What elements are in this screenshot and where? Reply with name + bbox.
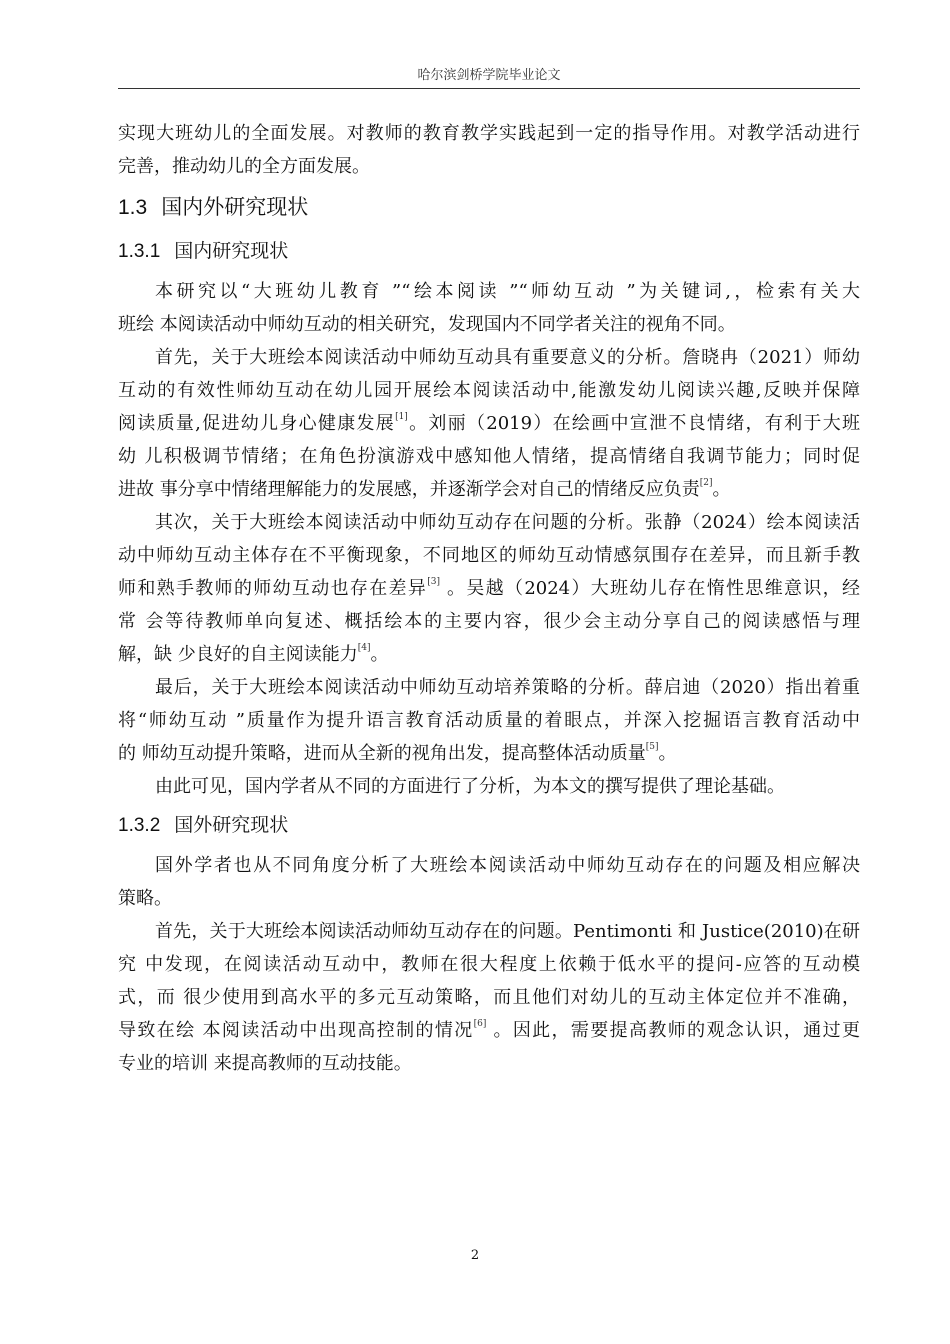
line-text: 。 (712, 479, 731, 500)
line-text: 解，缺 少良好的自主阅读能力 (118, 644, 358, 665)
text-line (118, 915, 860, 948)
text-line (118, 341, 860, 374)
line-text: 动中师幼互动主体存在不平衡现象，不同地区的师幼互动情感氛围存在差异，而且新手教 (118, 545, 860, 566)
line-text: 将“师幼互动 ”质量作为提升语言教育活动质量的着眼点，并深入挖掘语言教育活动中 (118, 710, 860, 731)
line-text: 首先，关于大班绘本阅读活动中师幼互动具有重要意义的分析。詹晓冉（2021）师幼 (155, 347, 860, 368)
text-line (118, 737, 860, 770)
paragraph (118, 671, 860, 770)
line-text: 导致在绘 本阅读活动中出现高控制的情况 (118, 1020, 474, 1041)
text-line (118, 948, 860, 981)
citation-marker[interactable]: [3] (427, 577, 440, 587)
text-line (118, 849, 860, 882)
text-line (118, 1047, 860, 1080)
line-text: 式，而 很少使用到高水平的多元互动策略，而且他们对幼儿的互动主体定位并不准确， (118, 987, 860, 1008)
citation-marker[interactable]: [6] (473, 1019, 487, 1029)
line-text: 师和熟手教师的师幼互动也存在差异 (118, 578, 428, 599)
citation-marker[interactable]: [2] (699, 478, 713, 488)
section-heading (118, 187, 860, 229)
subsection-heading (118, 231, 860, 273)
citation-marker[interactable]: [1] (395, 412, 408, 422)
text-line (118, 374, 860, 407)
paragraph (118, 117, 860, 183)
text-line (118, 605, 860, 638)
paragraph (118, 506, 860, 671)
text-line (118, 770, 860, 803)
line-text: 实现大班幼儿的全面发展。对教师的教育教学实践起到一定的指导作用。对教学活动进行 (118, 123, 860, 144)
line-text: 最后，关于大班绘本阅读活动中师幼互动培养策略的分析。薛启迪（2020）指出着重 (155, 677, 860, 698)
text-line (118, 473, 860, 506)
line-text: 常 会等待教师单向复述、概括绘本的主要内容，很少会主动分享自己的阅读感悟与理 (118, 611, 860, 632)
heading-number: 1.3.1 (118, 241, 161, 262)
paragraph (118, 275, 860, 341)
text-line (118, 638, 860, 671)
heading-title: 国内研究现状 (174, 241, 289, 262)
line-text: 策略。 (118, 888, 172, 909)
line-text: 。吴越（2024）大班幼儿存在惰性思维意识，经 (439, 578, 860, 599)
text-line (118, 704, 860, 737)
text-line (118, 539, 860, 572)
line-text: 其次，关于大班绘本阅读活动中师幼互动存在问题的分析。张静（2024）绘本阅读活 (155, 512, 860, 533)
line-text: 完善，推动幼儿的全方面发展。 (118, 156, 370, 177)
line-text: 首先，关于大班绘本阅读活动师幼互动存在的问题。Pentimonti 和 Justice(2010)在研 (155, 921, 860, 942)
text-line (118, 407, 860, 440)
line-text: 的 师幼互动提升策略，进而从全新的视角出发，提高整体活动质量 (118, 743, 646, 764)
line-text: 专业的培训 来提高教师的互动技能。 (118, 1053, 412, 1074)
document-body (118, 117, 860, 1080)
line-text: 。 (370, 644, 389, 665)
line-text: 。 (658, 743, 677, 764)
paragraph (118, 341, 860, 506)
header-rule (118, 88, 860, 89)
line-text: 幼 儿积极调节情绪；在角色扮演游戏中感知他人情绪，提高情绪自我调节能力；同时促 (118, 446, 860, 467)
heading-title: 国内外研究现状 (161, 196, 309, 219)
paragraph (118, 849, 860, 915)
heading-title: 国外研究现状 (174, 815, 289, 836)
page-number: 2 (470, 1248, 480, 1263)
line-text: 互动的有效性师幼互动在幼儿园开展绘本阅读活动中,能激发幼儿阅读兴趣,反映并保障 (118, 380, 860, 401)
citation-marker[interactable]: [5] (645, 742, 659, 752)
text-line (118, 671, 860, 704)
text-line (118, 117, 860, 150)
text-line (118, 506, 860, 539)
heading-number: 1.3.2 (118, 815, 161, 836)
line-text: 本研究以“大班幼儿教育 ”“绘本阅读 ”“师幼互动 ”为关键词,，检索有关大 (155, 281, 860, 302)
text-line (118, 150, 860, 183)
line-text: 国外学者也从不同角度分析了大班绘本阅读活动中师幼互动存在的问题及相应解决 (155, 855, 860, 876)
text-line (118, 572, 860, 605)
heading-number: 1.3 (118, 196, 148, 219)
paragraph (118, 915, 860, 1080)
line-text: 。刘丽（2019）在绘画中宣泄不良情绪，有利于大班 (407, 413, 860, 434)
text-line (118, 308, 860, 341)
line-text: 。因此，需要提高教师的观念认识，通过更 (486, 1020, 860, 1041)
text-line (118, 275, 860, 308)
text-line (118, 882, 860, 915)
line-text: 由此可见，国内学者从不同的方面进行了分析，为本文的撰写提供了理论基础。 (155, 776, 785, 797)
text-line (118, 1014, 860, 1047)
text-line (118, 981, 860, 1014)
line-text: 究 中发现，在阅读活动互动中，教师在很大程度上依赖于低水平的提问-应答的互动模 (118, 954, 860, 975)
text-line (118, 440, 860, 473)
subsection-heading (118, 805, 860, 847)
citation-marker[interactable]: [4] (357, 643, 371, 653)
line-text: 阅读质量,促进幼儿身心健康发展 (118, 413, 396, 434)
paragraph (118, 770, 860, 803)
line-text: 进故 事分享中情绪理解能力的发展感，并逐渐学会对自己的情绪反应负责 (118, 479, 700, 500)
line-text: 班绘 本阅读活动中师幼互动的相关研究，发现国内不同学者关注的视角不同。 (118, 314, 736, 335)
running-header: 哈尔滨剑桥学院毕业论文 (417, 68, 561, 83)
